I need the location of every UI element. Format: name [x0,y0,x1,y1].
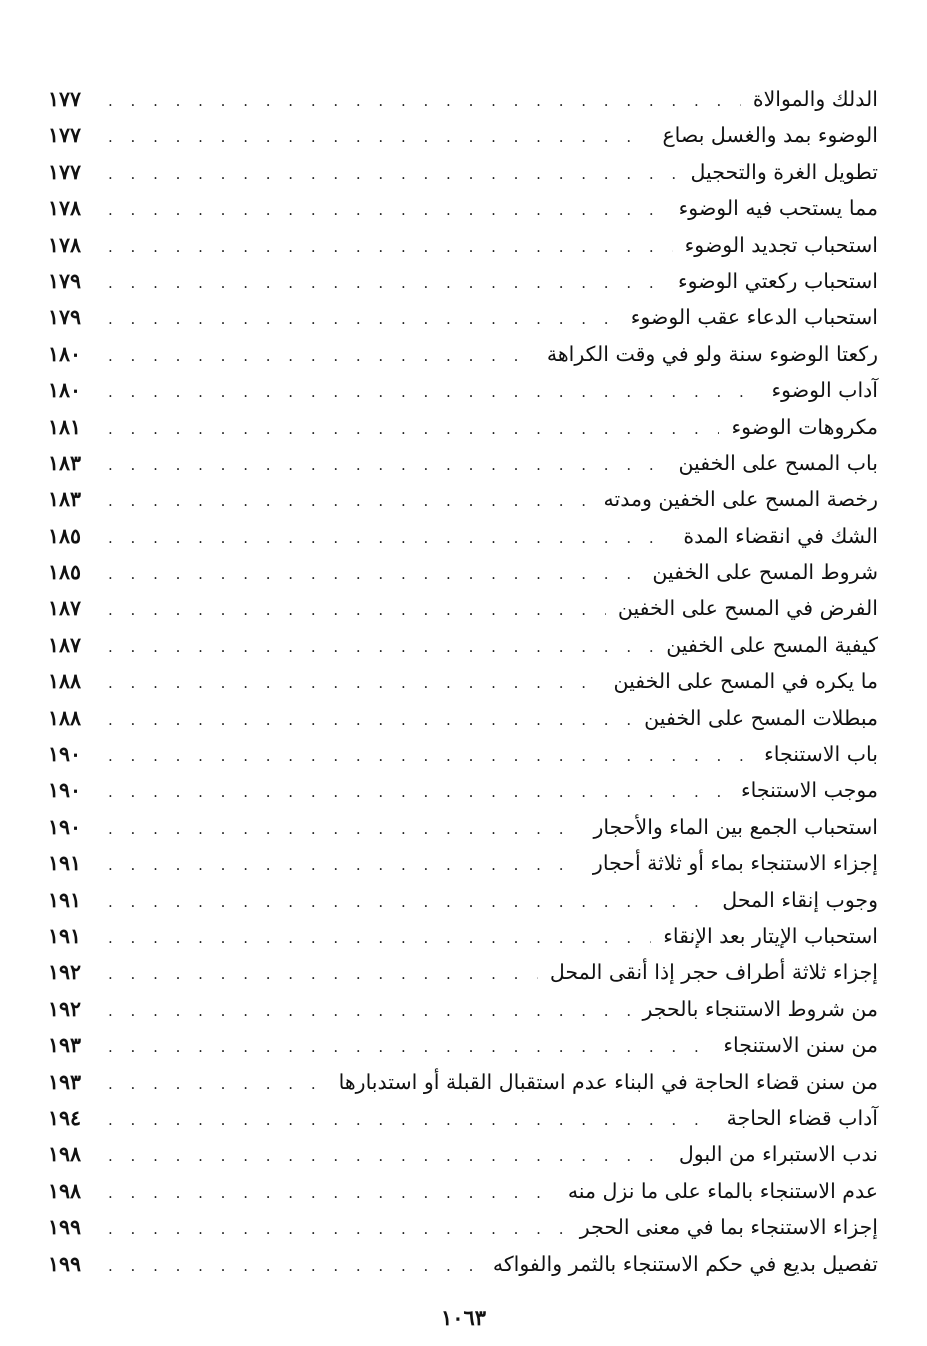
toc-entry-page: ١٩١ [48,923,82,948]
toc-entry [48,772,878,808]
toc-entry-page: ١٨١ [48,414,82,439]
toc-entry-title: استحباب الدعاء عقب الوضوء [630,305,878,330]
toc-dot-leader [108,374,759,410]
toc-entry-page: ١٩٨ [48,1142,82,1167]
toc-dot-leader [108,774,729,810]
toc-entry-title: من شروط الاستنجاء بالحجر [642,996,878,1021]
toc-entry-page: ١٩٩ [48,1215,82,1240]
toc-entry-title: مما يستحب فيه الوضوء [678,196,878,221]
toc-entry-page: ١٧٨ [48,196,82,221]
page-number: ١٠٦٣ [440,1305,487,1330]
toc-entry-title: تطويل الغرة والتحجيل [690,159,878,184]
toc-entry-page: ١٧٨ [48,232,82,257]
toc-dot-leader [108,556,640,592]
toc-dot-leader [108,520,671,556]
toc-entry-page: ١٧٩ [48,305,82,330]
toc-entry-page: ١٩٠ [48,778,82,803]
toc-dot-leader [108,1248,481,1284]
toc-entry [48,954,878,990]
toc-entry-title: استحباب الإيتار بعد الإنقاء [663,923,878,948]
toc-entry-title: آداب قضاء الحاجة [726,1105,878,1130]
toc-entry-title: كيفية المسح على الخفين [666,632,878,657]
toc-dot-leader [108,229,673,265]
toc-entry [48,845,878,881]
toc-dot-leader [108,338,535,374]
toc-entry-page: ١٨٥ [48,560,82,585]
toc-entry-page: ١٨٠ [48,378,82,403]
toc-entry-title: إجزاء الاستنجاء بما في معنى الحجر [579,1215,878,1240]
toc-entry-page: ١٩٠ [48,742,82,767]
toc-dot-leader [108,1211,568,1247]
toc-dot-leader [108,920,651,956]
toc-dot-leader [108,447,666,483]
toc-dot-leader [108,301,619,337]
toc-dot-leader [108,1175,556,1211]
toc-entry-title: استحباب تجديد الوضوء [684,232,878,257]
toc-dot-leader [108,1029,711,1065]
toc-entry [48,1100,878,1136]
toc-entry-title: إجزاء ثلاثة أطراف حجر إذا أنقى المحل [549,960,878,985]
toc-entry [48,518,878,554]
toc-entry [48,227,878,263]
toc-entry-page: ١٩٣ [48,1033,82,1058]
toc-entry [48,1209,878,1245]
toc-dot-leader [108,847,581,883]
toc-entry-page: ١٩١ [48,851,82,876]
toc-entry-title: من سنن قضاء الحاجة في البناء عدم استقبال القبلة أو استدبارها [338,1069,878,1094]
toc-dot-leader [108,119,650,155]
toc-dot-leader [108,1138,667,1174]
toc-entry-page: ١٩٨ [48,1178,82,1203]
toc-entry [48,190,878,226]
toc-entry [48,372,878,408]
toc-entry [48,882,878,918]
toc-entry [48,700,878,736]
toc-entry-title: الشك في انقضاء المدة [683,523,878,548]
toc-entry-title: آداب الوضوء [771,378,878,403]
toc-entry-title: الوضوء بمد والغسل بصاع [662,123,878,148]
toc-entry [48,918,878,954]
toc-dot-leader [108,265,666,301]
toc-dot-leader [108,665,601,701]
toc-entry [48,81,878,117]
toc-entry [48,663,878,699]
toc-entry [48,263,878,299]
toc-entry-page: ١٨٥ [48,523,82,548]
toc-entry-page: ١٩٢ [48,996,82,1021]
toc-dot-leader [108,1066,327,1102]
toc-entry [48,590,878,626]
toc-entry-title: مبطلات المسح على الخفين [644,705,878,730]
toc-entry-title: ندب الاستبراء من البول [678,1142,878,1167]
toc-dot-leader [108,956,538,992]
toc-dot-leader [108,884,710,920]
toc-entry-title: إجزاء الاستنجاء بماء أو ثلاثة أحجار [592,851,878,876]
toc-entry-title: الفرض في المسح على الخفين [617,596,878,621]
toc-dot-leader [108,738,752,774]
toc-entry-page: ١٨٣ [48,450,82,475]
toc-entry [48,409,878,445]
toc-entry [48,809,878,845]
toc-entry-title: من سنن الاستنجاء [723,1033,878,1058]
toc-dot-leader [108,1102,715,1138]
toc-entry [48,117,878,153]
toc-entry-title: استحباب ركعتي الوضوء [677,268,878,293]
toc-entry-title: الدلك والموالاة [752,87,878,111]
toc-entry [48,1173,878,1209]
toc-entry-page: ١٧٧ [48,87,82,111]
toc-entry-page: ١٨٨ [48,705,82,730]
toc-entry [48,336,878,372]
toc-entry [48,154,878,190]
toc-entry-title: مكروهات الوضوء [731,414,878,439]
toc-entry-page: ١٩٠ [48,814,82,839]
toc-dot-leader [108,156,679,192]
toc-entry-page: ١٩٩ [48,1251,82,1276]
toc-entry-page: ١٩١ [48,887,82,912]
toc-entry-title: باب المسح على الخفين [678,450,878,475]
toc-dot-leader [108,993,630,1029]
toc-dot-leader [108,811,581,847]
table-of-contents [48,81,878,1282]
toc-entry-title: ما يكره في المسح على الخفين [613,669,878,694]
toc-entry [48,1027,878,1063]
toc-entry-page: ١٧٧ [48,123,82,148]
toc-entry-page: ١٧٧ [48,159,82,184]
toc-dot-leader [108,411,719,447]
toc-entry-page: ١٨٧ [48,596,82,621]
toc-entry-title: ركعتا الوضوء سنة ولو في وقت الكراهة [546,341,878,366]
toc-entry-page: ١٨٣ [48,487,82,512]
toc-dot-leader [108,83,741,119]
toc-entry [48,445,878,481]
toc-entry-page: ١٨٠ [48,341,82,366]
toc-dot-leader [108,192,667,228]
toc-entry-title: استحباب الجمع بين الماء والأحجار [593,814,878,839]
toc-entry-title: عدم الاستنجاء بالماء على ما نزل منه [567,1178,878,1203]
toc-entry-title: شروط المسح على الخفين [652,560,878,585]
toc-entry-page: ١٩٣ [48,1069,82,1094]
toc-entry [48,736,878,772]
toc-entry-title: رخصة المسح على الخفين ومدته [603,487,878,512]
toc-entry [48,627,878,663]
toc-entry [48,554,878,590]
toc-entry [48,299,878,335]
toc-dot-leader [108,592,606,628]
toc-entry-page: ١٨٧ [48,632,82,657]
toc-entry-title: وجوب إنقاء المحل [722,887,878,912]
toc-entry-title: موجب الاستنجاء [741,778,878,803]
toc-dot-leader [108,629,654,665]
toc-entry [48,1246,878,1282]
toc-entry-title: تفصيل بديع في حكم الاستنجاء بالثمر والفواكه [492,1251,878,1276]
toc-entry-title: باب الاستنجاء [764,742,878,767]
toc-entry-page: ١٩٤ [48,1105,82,1130]
toc-entry [48,991,878,1027]
toc-dot-leader [108,702,632,738]
toc-entry-page: ١٨٨ [48,669,82,694]
toc-entry [48,1064,878,1100]
toc-entry [48,481,878,517]
toc-entry-page: ١٧٩ [48,268,82,293]
toc-entry [48,1136,878,1172]
toc-dot-leader [108,483,592,519]
toc-entry-page: ١٩٢ [48,960,82,985]
